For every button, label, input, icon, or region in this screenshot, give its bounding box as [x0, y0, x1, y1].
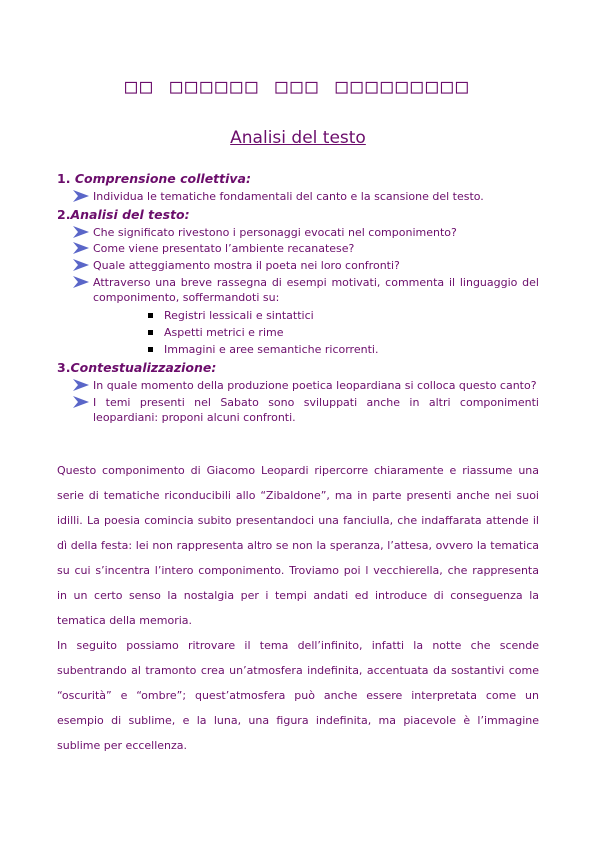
question-item	[73, 378, 539, 393]
section-heading-comprensione	[57, 171, 251, 186]
sub-item-text: Immagini e aree semantiche ricorrenti.	[164, 343, 379, 356]
sub-list-item	[148, 325, 284, 340]
section-heading-analisi	[57, 207, 190, 222]
section-label: Comprensione collettiva:	[74, 171, 251, 186]
arrowhead-bullet-icon	[73, 396, 89, 408]
document-subtitle: Analisi del testo	[230, 128, 366, 148]
sub-list-item	[148, 342, 378, 357]
sub-item-text: Aspetti metrici e rime	[164, 326, 284, 339]
arrowhead-bullet-icon	[73, 259, 89, 271]
question-text: I temi presenti nel Sabato sono sviluppati anche in altri componimenti leopardiani: proponi alcuni confronti.	[93, 396, 539, 424]
question-text: Come viene presentato l’ambiente recanatese?	[93, 242, 355, 255]
arrowhead-bullet-icon	[73, 242, 89, 254]
section-label: Analisi del testo:	[70, 207, 190, 222]
question-text: Quale atteggiamento mostra il poeta nei loro confronti?	[93, 259, 400, 272]
section-label: Contestualizzazione:	[70, 360, 217, 375]
question-item	[73, 225, 539, 240]
question-item	[73, 189, 539, 204]
question-text: In quale momento della produzione poetica leopardiana si colloca questo canto?	[93, 379, 537, 392]
square-bullet-icon	[148, 330, 153, 335]
arrowhead-bullet-icon	[73, 379, 89, 391]
question-item	[73, 395, 539, 425]
arrowhead-bullet-icon	[73, 276, 89, 288]
body-text	[57, 458, 539, 758]
square-bullet-icon	[148, 347, 153, 352]
page-title: □□ □□□□□□ □□□ □□□□□□□□□	[125, 74, 471, 98]
body-paragraph: In seguito possiamo ritrovare il tema dell’infinito, infatti la notte che scende subentrando al tramonto crea un’atmosfera indefinita, accentuata da sostantivi come “oscurità” e “ombre”; quest’atmosfera può anche essere interpretata come un esempio di sublime, e la luna, una figura indefinita, ma piacevole è l’immagine sublime per eccellenza.	[57, 639, 539, 752]
section-number: 2.	[57, 207, 71, 222]
sub-item-text: Registri lessicali e sintattici	[164, 309, 314, 322]
sub-list-item	[148, 308, 314, 323]
question-text: Individua le tematiche fondamentali del canto e la scansione del testo.	[93, 190, 484, 203]
question-text: Attraverso una breve rassegna di esempi motivati, commenta il linguaggio del componimento, soffermandoti su:	[93, 276, 539, 304]
square-bullet-icon	[148, 313, 153, 318]
section-heading-contestualizzazione	[57, 360, 216, 375]
arrowhead-bullet-icon	[73, 190, 89, 202]
section-number: 1.	[57, 171, 71, 186]
section-number: 3.	[57, 360, 71, 375]
question-text: Che significato rivestono i personaggi evocati nel componimento?	[93, 226, 457, 239]
question-item	[73, 241, 539, 256]
question-item	[73, 275, 539, 305]
body-paragraph: Questo componimento di Giacomo Leopardi ripercorre chiaramente e riassume una serie di tematiche riconducibili allo “Zibaldone”, ma in parte presenti anche nei suoi idilli. La poesia comincia subito presentandoci una fanciulla, che indaffarata attende il dì della festa: lei non rappresenta altro se non la speranza, l’attesa, ovvero la tematica su cui s’incentra l’intero componimento. Troviamo poi l vecchierella, che rappresenta in un certo senso la nostalgia per i tempi andati ed introduce di conseguenza la tematica della memoria.	[57, 464, 539, 627]
question-item	[73, 258, 539, 273]
arrowhead-bullet-icon	[73, 226, 89, 238]
